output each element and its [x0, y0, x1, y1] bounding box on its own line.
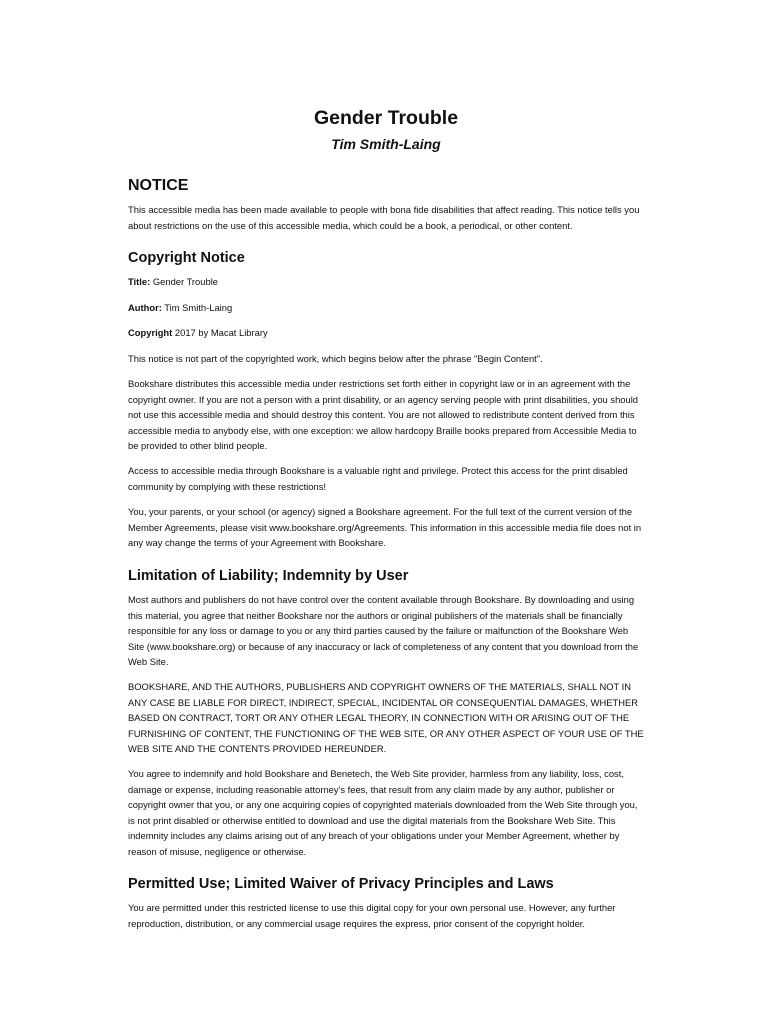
copyright-line [128, 325, 268, 341]
copyright-paragraph: You, your parents, or your school (or agency) signed a Bookshare agreement. For the full text of the current version of the Member Agreements, please visit www.bookshare.org/Agreements. This information in this accessible media file does not in any way change the terms of your Agreement with Bookshare. [128, 506, 642, 549]
liability-heading: Limitation of Liability; Indemnity by User [128, 568, 409, 584]
title-value: Gender Trouble [152, 276, 218, 287]
document-author: Tim Smith-Laing [331, 136, 441, 152]
notice-text: This accessible media has been made available to people with bona fide disabilities that affect reading. This notice tells you about restrictions on the use of this accessible media, which could be a book, a periodical, or other content. [128, 204, 640, 231]
copyright-label: Copyright [128, 327, 173, 338]
author-line [128, 300, 232, 316]
author-label: Author: [128, 302, 162, 313]
notice-heading: NOTICE [128, 177, 189, 194]
copyright-paragraph: Access to accessible media through Bookshare is a valuable right and privilege. Protect this access for the print disabled community by complying with these restrictions! [128, 465, 628, 492]
copyright-value: 2017 by Macat Library [174, 327, 268, 338]
copyright-notice-heading: Copyright Notice [128, 250, 245, 266]
title-label: Title: [128, 276, 151, 287]
document-title: Gender Trouble [313, 107, 459, 129]
permitted-use-heading: Permitted Use; Limited Waiver of Privacy Principles and Laws [128, 876, 554, 892]
permitted-use-paragraph: You are permitted under this restricted license to use this digital copy for your own personal use. However, any further reproduction, distribution, or any commercial usage requires the express, prior consent of the copyright holder. [128, 902, 616, 929]
copyright-paragraph: Bookshare distributes this accessible media under restrictions set forth either in copyright law or in an agreement with the copyright owner. If you are not a person with a print disability, or an agency serving people with print disabilities, you should not use this accessible media and should destroy this content. You are not allowed to redistribute content derived from this accessible media to anybody else, with one exception: we allow hardcopy Braille books prepared from Accessible Media to be provided to other blind people. [128, 378, 639, 452]
copyright-paragraph: This notice is not part of the copyrighted work, which begins below after the phrase "Begin Content". [128, 353, 543, 364]
author-value: Tim Smith-Laing [164, 302, 233, 313]
liability-paragraph: BOOKSHARE, AND THE AUTHORS, PUBLISHERS AND COPYRIGHT OWNERS OF THE MATERIALS, SHALL NOT IN ANY CASE BE LIABLE FOR DIRECT, INDIRECT, SPECIAL, INCIDENTAL OR CONSEQUENTIAL DAMAGES, WHETHER BASED ON CONTRACT, TORT OR ANY OTHER LEGAL THEORY, IN CONNECTION WITH OR ARISING OUT OF THE FURNISHING OF CONTENT, THE FUNCTIONING OF THE WEB SITE, OR ANY OTHER ASPECT OF YOUR USE OF THE WEB SITE AND THE CONTENTS PROVIDED HEREUNDER. [128, 681, 644, 755]
liability-paragraph: Most authors and publishers do not have control over the content available through Bookshare. By downloading and using this material, you agree that neither Bookshare nor the authors or original publishers of the materials shall be financially responsible for any loss or damage to you or any third parties caused by the failure or malfunction of the Bookshare Web Site (www.bookshare.org) or because of any inaccuracy or lack of completeness of any content that you download from the Web Site. [128, 594, 639, 668]
liability-paragraph: You agree to indemnify and hold Bookshare and Benetech, the Web Site provider, harmless from any liability, loss, cost, damage or expense, including reasonable attorney's fees, that result from any claim made by any author, publisher or copyright owner that you, or any one acquiring copies of copyrighted materials downloaded from the Web Site through you, is not print disabled or otherwise entitled to download and use the digital materials from the Bookshare Web Site. This indemnity includes any claims arising out of any breach of your obligations under your Member Agreement, whether by reason of misuse, negligence or otherwise. [128, 768, 638, 857]
title-line [128, 274, 218, 290]
